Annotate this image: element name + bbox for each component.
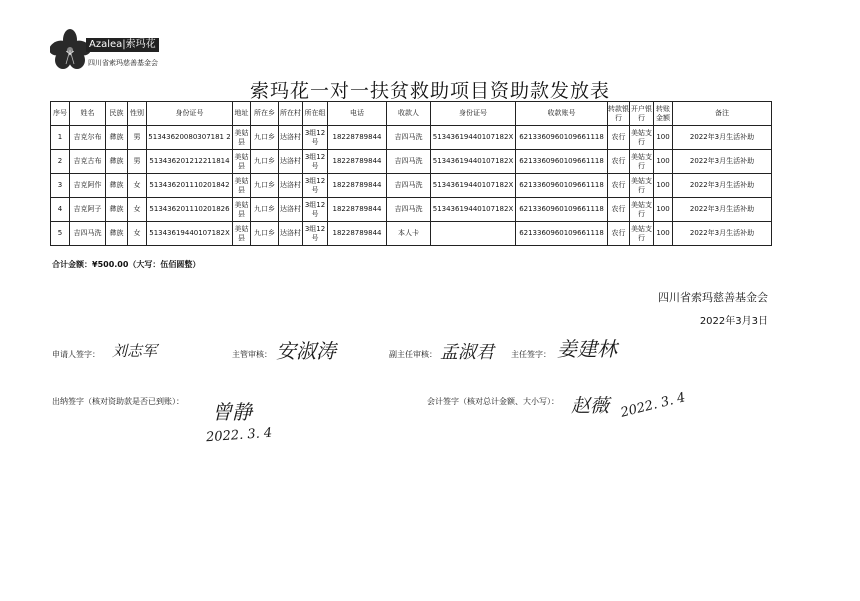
table-cell: 农行 bbox=[608, 150, 630, 174]
table-cell: 女 bbox=[128, 198, 147, 222]
table-cell: 513436201110201842 bbox=[147, 174, 233, 198]
column-header: 转账金额 bbox=[654, 102, 673, 126]
table-cell: 九口乡 bbox=[251, 126, 279, 150]
cashier-sign-date: 2022. 3. 4 bbox=[205, 425, 273, 446]
table-header-row bbox=[51, 102, 772, 126]
applicant-signature: 刘志军 bbox=[112, 342, 158, 360]
table-cell: 彝族 bbox=[106, 150, 128, 174]
table-cell: 吉四马洗 bbox=[387, 198, 431, 222]
table-cell: 100 bbox=[654, 174, 673, 198]
foundation-logo bbox=[50, 28, 170, 74]
payment-table bbox=[50, 101, 772, 246]
table-cell: 6213360960109661118 bbox=[516, 222, 608, 246]
table-cell: 吉克尔布 bbox=[70, 126, 106, 150]
table-cell: 九口乡 bbox=[251, 222, 279, 246]
column-header: 所在组 bbox=[303, 102, 328, 126]
column-header: 所在村 bbox=[279, 102, 303, 126]
table-cell: 51343619440107182X bbox=[431, 126, 516, 150]
table-cell: 达洛村 bbox=[279, 126, 303, 150]
table-cell: 513436201212211814 bbox=[147, 150, 233, 174]
table-cell: 美姑支行 bbox=[630, 222, 654, 246]
table-cell: 1 bbox=[51, 126, 70, 150]
table-cell: 吉克阿子 bbox=[70, 198, 106, 222]
table-cell: 农行 bbox=[608, 126, 630, 150]
column-header: 姓名 bbox=[70, 102, 106, 126]
table-cell: 达洛村 bbox=[279, 198, 303, 222]
table-cell: 吉克阿作 bbox=[70, 174, 106, 198]
table-cell: 513436201110201826 bbox=[147, 198, 233, 222]
table-cell: 美姑县 bbox=[233, 222, 251, 246]
table-cell: 达洛村 bbox=[279, 150, 303, 174]
director-signature: 姜建林 bbox=[557, 337, 617, 361]
table-cell: 美姑支行 bbox=[630, 126, 654, 150]
table-cell: 2022年3月生活补助 bbox=[673, 174, 772, 198]
table-cell: 51343620080307181 2 bbox=[147, 126, 233, 150]
column-header: 身份证号 bbox=[147, 102, 233, 126]
column-header: 收款人 bbox=[387, 102, 431, 126]
column-header: 电话 bbox=[328, 102, 387, 126]
azalea-flower-icon bbox=[50, 28, 90, 72]
table-cell: 51343619440107182X bbox=[431, 198, 516, 222]
director-label: 主任签字： bbox=[511, 350, 551, 359]
table-body bbox=[51, 126, 772, 246]
table-cell: 农行 bbox=[608, 198, 630, 222]
table-cell: 6213360960109661118 bbox=[516, 174, 608, 198]
column-header: 开户银行 bbox=[630, 102, 654, 126]
organization-name: 四川省索玛慈善基金会 bbox=[658, 291, 768, 304]
table-cell: 51343619440107182X bbox=[431, 174, 516, 198]
table-cell: 6213360960109661118 bbox=[516, 150, 608, 174]
table-cell: 美姑县 bbox=[233, 198, 251, 222]
accountant-sign-date: 2022. 3. 4 bbox=[619, 390, 687, 421]
vice-director-signature: 孟淑君 bbox=[440, 342, 494, 363]
table-cell: 本人卡 bbox=[387, 222, 431, 246]
column-header: 所在乡 bbox=[251, 102, 279, 126]
table-cell: 51343619440107182X bbox=[147, 222, 233, 246]
table-cell: 3组12号 bbox=[303, 126, 328, 150]
table-cell: 吉四马洗 bbox=[387, 126, 431, 150]
table-cell: 美姑县 bbox=[233, 126, 251, 150]
table-cell: 女 bbox=[128, 222, 147, 246]
table-cell: 3组12号 bbox=[303, 150, 328, 174]
supervisor-label: 主管审核： bbox=[232, 350, 272, 359]
table-cell: 美姑支行 bbox=[630, 150, 654, 174]
table-row bbox=[51, 198, 772, 222]
table-cell: 6213360960109661118 bbox=[516, 198, 608, 222]
table-cell: 18228789844 bbox=[328, 222, 387, 246]
table-cell: 女 bbox=[128, 174, 147, 198]
table-cell: 九口乡 bbox=[251, 198, 279, 222]
table-cell: 2022年3月生活补助 bbox=[673, 222, 772, 246]
table-cell: 达洛村 bbox=[279, 174, 303, 198]
table-cell: 九口乡 bbox=[251, 150, 279, 174]
table-cell: 3组12号 bbox=[303, 174, 328, 198]
column-header: 地址 bbox=[233, 102, 251, 126]
table-cell: 男 bbox=[128, 150, 147, 174]
table-cell: 51343619440107182X bbox=[431, 150, 516, 174]
column-header: 序号 bbox=[51, 102, 70, 126]
accountant-signature: 赵薇 bbox=[571, 395, 610, 417]
table-cell: 100 bbox=[654, 198, 673, 222]
table-cell: 3组12号 bbox=[303, 222, 328, 246]
table-cell: 3组12号 bbox=[303, 198, 328, 222]
document-title: 索玛花一对一扶贫救助项目资助款发放表 bbox=[249, 80, 610, 102]
table-cell: 5 bbox=[51, 222, 70, 246]
table-cell: 男 bbox=[128, 126, 147, 150]
table-cell: 2022年3月生活补助 bbox=[673, 198, 772, 222]
table-cell: 美姑县 bbox=[233, 150, 251, 174]
table-cell: 3 bbox=[51, 174, 70, 198]
table-cell: 18228789844 bbox=[328, 126, 387, 150]
table-cell: 2022年3月生活补助 bbox=[673, 126, 772, 150]
column-header: 性别 bbox=[128, 102, 147, 126]
table-cell: 100 bbox=[654, 222, 673, 246]
table-cell: 吉四马洗 bbox=[387, 150, 431, 174]
column-header: 民族 bbox=[106, 102, 128, 126]
table-cell: 彝族 bbox=[106, 174, 128, 198]
table-cell bbox=[431, 222, 516, 246]
cashier-signature: 曾静 bbox=[212, 400, 252, 424]
accountant-label: 会计签字（核对总计金额、大小写）： bbox=[427, 397, 559, 406]
column-header: 收款账号 bbox=[516, 102, 608, 126]
table-cell: 2022年3月生活补助 bbox=[673, 150, 772, 174]
table-cell: 2 bbox=[51, 150, 70, 174]
logo-brand-text: Azalea|索玛花 bbox=[86, 38, 159, 52]
table-row bbox=[51, 174, 772, 198]
table-cell: 吉四马洗 bbox=[70, 222, 106, 246]
column-header: 身份证号 bbox=[431, 102, 516, 126]
column-header: 备注 bbox=[673, 102, 772, 126]
table-cell: 美姑支行 bbox=[630, 198, 654, 222]
column-header: 转款银行 bbox=[608, 102, 630, 126]
table-cell: 农行 bbox=[608, 222, 630, 246]
table-cell: 4 bbox=[51, 198, 70, 222]
table-row bbox=[51, 150, 772, 174]
table-cell: 吉克古布 bbox=[70, 150, 106, 174]
logo-subtitle: 四川省索玛慈善基金会 bbox=[88, 59, 158, 67]
table-cell: 100 bbox=[654, 126, 673, 150]
table-cell: 18228789844 bbox=[328, 198, 387, 222]
cashier-label: 出纳签字（核对资助款是否已到账）： bbox=[52, 397, 184, 406]
table-cell: 18228789844 bbox=[328, 150, 387, 174]
table-cell: 农行 bbox=[608, 174, 630, 198]
table-cell: 九口乡 bbox=[251, 174, 279, 198]
supervisor-signature: 安淑涛 bbox=[276, 339, 336, 363]
table-cell: 彝族 bbox=[106, 222, 128, 246]
table-cell: 彝族 bbox=[106, 126, 128, 150]
table-cell: 18228789844 bbox=[328, 174, 387, 198]
table-cell: 彝族 bbox=[106, 198, 128, 222]
table-row bbox=[51, 222, 772, 246]
table-cell: 吉四马洗 bbox=[387, 174, 431, 198]
table-cell: 100 bbox=[654, 150, 673, 174]
total-amount: 合计金额：¥500.00（大写：伍佰圆整） bbox=[52, 260, 201, 269]
table-cell: 美姑支行 bbox=[630, 174, 654, 198]
table-cell: 达洛村 bbox=[279, 222, 303, 246]
table-cell: 美姑县 bbox=[233, 174, 251, 198]
vice-director-label: 副主任审核： bbox=[389, 350, 437, 359]
applicant-label: 申请人签字： bbox=[52, 350, 100, 359]
document-date: 2022年3月3日 bbox=[699, 316, 768, 327]
table-cell: 6213360960109661118 bbox=[516, 126, 608, 150]
table-row bbox=[51, 126, 772, 150]
